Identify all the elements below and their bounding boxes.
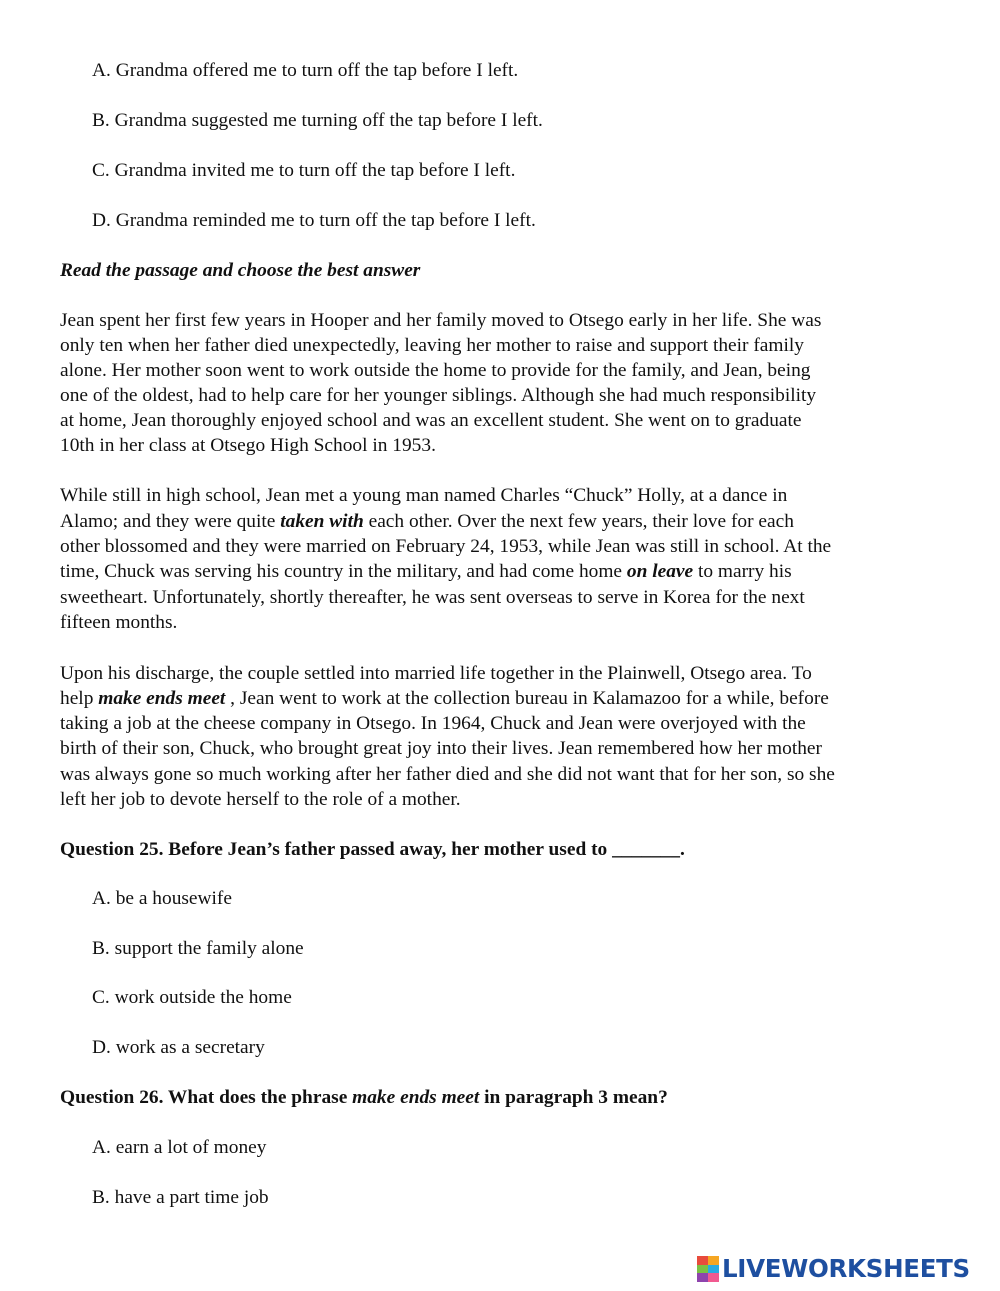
phrase-make-ends-meet: make ends meet [352, 1087, 480, 1108]
logo-cell [697, 1273, 708, 1282]
passage-p3-line: taking a job at the cheese company in Otsego. In 1964, Chuck and Jean were overjoyed with the [60, 713, 806, 734]
passage-p3-line [60, 686, 829, 711]
logo-cell [697, 1265, 708, 1274]
passage-p2-line [60, 559, 792, 584]
passage-p1-line: at home, Jean thoroughly enjoyed school and was an excellent student. She went on to graduate [60, 410, 802, 431]
passage-text: , Jean went to work at the collection bureau in Kalamazoo for a while, before [225, 688, 829, 709]
q25-option-b[interactable]: B. support the family alone [92, 938, 304, 959]
liveworksheets-watermark [697, 1254, 970, 1284]
q26-option-a[interactable]: A. earn a lot of money [92, 1137, 267, 1158]
passage-p1-line: one of the oldest, had to help care for her younger siblings. Although she had much responsibility [60, 385, 817, 406]
passage-p2-line: sweetheart. Unfortunately, shortly thereafter, he was sent overseas to serve in Korea for the next [60, 587, 805, 608]
passage-p3-line: Upon his discharge, the couple settled into married life together in the Plainwell, Otsego area. To [60, 663, 812, 684]
phrase-on-leave: on leave [626, 561, 694, 582]
passage-text: to marry his [693, 561, 792, 582]
prev-option-b[interactable]: B. Grandma suggested me turning off the tap before I left. [92, 110, 543, 131]
phrase-make-ends-meet: make ends meet [98, 688, 226, 709]
q25-option-d[interactable]: D. work as a secretary [92, 1037, 265, 1058]
watermark-text: LIVEWORKSHEETS [722, 1254, 970, 1283]
passage-text: each other. Over the next few years, their love for each [363, 511, 794, 532]
passage-p3-line: left her job to devote herself to the role of a mother. [60, 789, 461, 810]
q26-option-b[interactable]: B. have a part time job [92, 1187, 269, 1208]
q25-option-c[interactable]: C. work outside the home [92, 987, 292, 1008]
liveworksheets-logo-icon [697, 1256, 719, 1282]
prev-option-a[interactable]: A. Grandma offered me to turn off the tap before I left. [92, 60, 519, 81]
logo-cell [708, 1256, 719, 1265]
logo-cell [708, 1273, 719, 1282]
passage-p1-line: only ten when her father died unexpectedly, leaving her mother to raise and support their family [60, 335, 804, 356]
passage-p2-line: other blossomed and they were married on February 24, 1953, while Jean was still in school. At the [60, 536, 832, 557]
passage-p1-line: Jean spent her first few years in Hooper and her family moved to Otsego early in her life. She was [60, 310, 822, 331]
passage-p2-line [60, 509, 794, 534]
passage-p3-line: was always gone so much working after her father died and she did not want that for her son, so she [60, 764, 835, 785]
passage-p1-line: alone. Her mother soon went to work outside the home to provide for the family, and Jean, being [60, 360, 811, 381]
logo-cell [697, 1256, 708, 1265]
question-25-stem: Question 25. Before Jean’s father passed away, her mother used to _______. [60, 839, 685, 860]
q25-option-a[interactable]: A. be a housewife [92, 888, 232, 909]
question-26-stem [60, 1085, 668, 1110]
logo-cell [708, 1265, 719, 1274]
passage-p1-line: 10th in her class at Otsego High School in 1953. [60, 435, 436, 456]
phrase-taken-with: taken with [280, 511, 364, 532]
question-text: in paragraph 3 mean? [479, 1087, 668, 1108]
passage-p2-line: While still in high school, Jean met a young man named Charles “Chuck” Holly, at a dance in [60, 485, 788, 506]
section-instruction: Read the passage and choose the best answer [60, 260, 421, 281]
passage-p2-line: fifteen months. [60, 612, 178, 633]
question-text: Question 26. What does the phrase [60, 1087, 353, 1108]
passage-text: help [60, 688, 99, 709]
passage-text: time, Chuck was serving his country in the military, and had come home [60, 561, 627, 582]
prev-option-c[interactable]: C. Grandma invited me to turn off the tap before I left. [92, 160, 516, 181]
passage-p3-line: birth of their son, Chuck, who brought great joy into their lives. Jean remembered how her mother [60, 738, 822, 759]
passage-text: Alamo; and they were quite [60, 511, 281, 532]
prev-option-d[interactable]: D. Grandma reminded me to turn off the tap before I left. [92, 210, 536, 231]
